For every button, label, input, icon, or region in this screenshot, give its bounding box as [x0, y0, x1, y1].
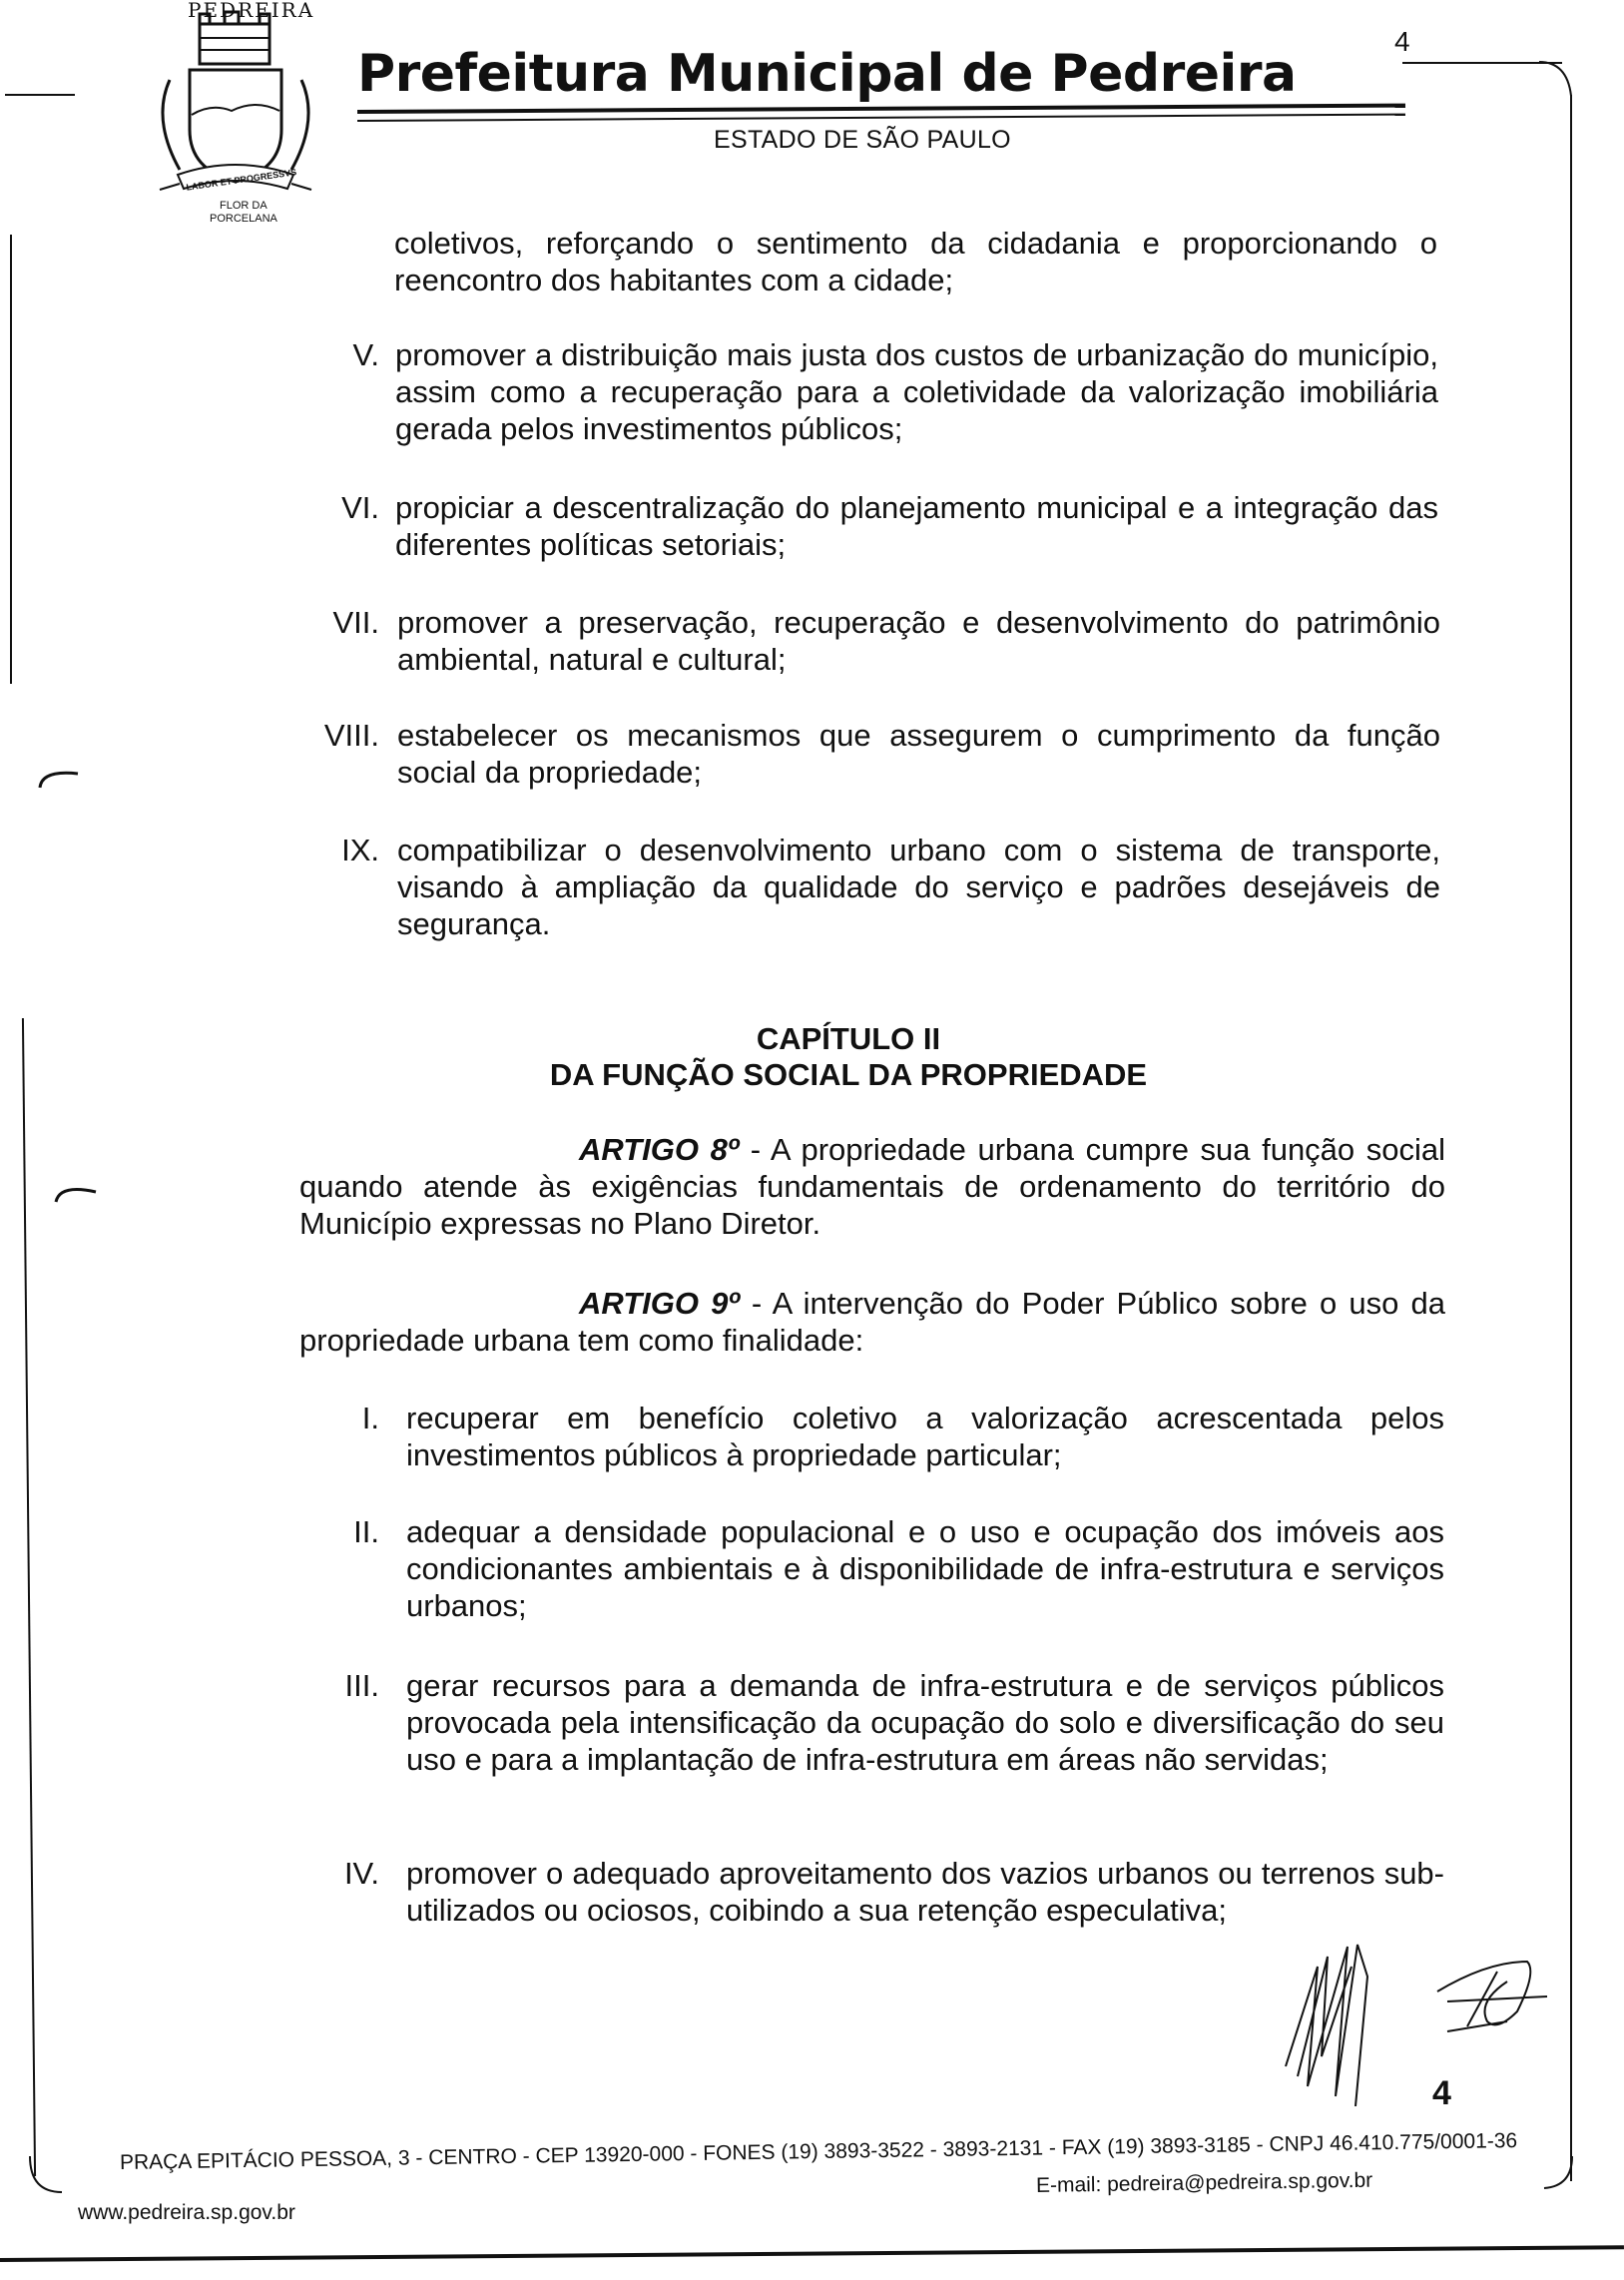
- list-item-number: II.: [353, 1514, 379, 1549]
- list-item-text: gerar recursos para a demanda de infra-estrutura e de serviços públicos provocada pela intensificação da ocupação do solo e diversificação do seu uso e para a implantação de infra-estrutura em áreas não servidas;: [406, 1668, 1444, 1777]
- header-rule-thin: [357, 114, 1405, 122]
- footer-address: PRAÇA EPITÁCIO PESSOA, 3 - CENTRO - CEP 13920-000 - FONES (19) 3893-3522 - 3893-2131 - FAX (19) 3893-3185 - CNPJ 46.410.775/0001-36: [119, 2129, 1518, 2174]
- municipal-crest-logo: [130, 0, 349, 230]
- frame-left-line: [10, 235, 12, 684]
- article-text: - A propriedade urbana cumpre sua função social quando atende às exigências fundamentais de ordenamento do território do Município expressas no Plano Diretor.: [299, 1132, 1445, 1241]
- article-label: ARTIGO 9º: [579, 1286, 740, 1321]
- list-item-text: recuperar em benefício coletivo a valorização acrescentada pelos investimentos públicos à propriedade particular;: [406, 1401, 1444, 1472]
- continuation-text: coletivos, reforçando o sentimento da cidadania e proporcionando o reencontro dos habitantes com a cidade;: [394, 226, 1437, 297]
- crest-motto: LABOR ET PROGRESSVS: [185, 167, 297, 193]
- list-item-text: promover a preservação, recuperação e desenvolvimento do patrimônio ambiental, natural e cultural;: [397, 605, 1440, 677]
- list-item-number: VIII.: [323, 718, 379, 753]
- list-item-text: promover a distribuição mais justa dos custos de urbanização do município, assim como a recuperação para a coletividade da valorização imobiliária gerada pelos investimentos públicos;: [395, 337, 1438, 446]
- bottom-rule: [0, 2245, 1624, 2262]
- header-page-marker: 4: [1394, 26, 1410, 57]
- page-number: 4: [1432, 2074, 1451, 2112]
- list-item-number: IV.: [343, 1856, 379, 1891]
- list-item-number: I.: [361, 1401, 379, 1435]
- article-8: [299, 1131, 1445, 1242]
- list-item-text: estabelecer os mecanismos que assegurem o cumprimento da função social da propriedade;: [397, 718, 1440, 790]
- frame-bottom-right-corner: [1542, 2156, 1582, 2201]
- punch-hole-mark-1: [36, 764, 86, 794]
- crest-bottom-text-1: FLOR DA: [220, 200, 268, 212]
- header-subtitle: ESTADO DE SÃO PAULO: [714, 126, 1011, 154]
- list-item-number: VII.: [332, 605, 379, 640]
- crest-bottom-text-2: PORCELANA: [210, 213, 277, 225]
- signature-1: [1278, 1937, 1387, 2106]
- chapter-title: CAPÍTULO II: [756, 1021, 941, 1056]
- article-9: [299, 1285, 1445, 1359]
- frame-left-line-lower: [22, 1018, 36, 2176]
- list-item-number: IX.: [341, 833, 379, 867]
- crest-top-text: PEDREIRA: [188, 0, 315, 22]
- list-item-text: compatibilizar o desenvolvimento urbano com o sistema de transporte, visando à ampliação da qualidade do serviço e padrões desejáveis de segurança.: [397, 833, 1440, 941]
- list-item-number: VI.: [341, 490, 379, 525]
- list-item-text: adequar a densidade populacional e o uso e ocupação dos imóveis aos condicionantes ambientais e à disponibilidade de infra-estrutura e serviços urbanos;: [406, 1514, 1444, 1623]
- article-label: ARTIGO 8º: [579, 1132, 740, 1167]
- list-item-text: propiciar a descentralização do planejamento municipal e a integração das diferentes políticas setoriais;: [395, 490, 1438, 562]
- header-rule: [357, 104, 1405, 114]
- frame-top-left-line: [5, 94, 75, 96]
- frame-bottom-left-corner: [28, 2156, 68, 2201]
- footer-website[interactable]: www.pedreira.sp.gov.br: [78, 2201, 295, 2224]
- list-item-text: promover o adequado aproveitamento dos vazios urbanos ou terrenos sub-utilizados ou ociosos, coibindo a sua retenção especulativa;: [406, 1856, 1444, 1928]
- crest-icon: [130, 0, 349, 230]
- list-item-number: III.: [344, 1668, 379, 1703]
- header-title: Prefeitura Municipal de Pedreira: [357, 44, 1297, 104]
- chapter-subtitle: DA FUNÇÃO SOCIAL DA PROPRIEDADE: [549, 1057, 1148, 1092]
- list-item-number: V.: [352, 337, 379, 372]
- article-text: - A intervenção do Poder Público sobre o uso da propriedade urbana tem como finalidade:: [299, 1286, 1445, 1358]
- punch-hole-mark-2: [52, 1178, 102, 1208]
- frame-right-line: [1570, 95, 1572, 2181]
- footer-email[interactable]: E-mail: pedreira@pedreira.sp.gov.br: [1035, 2168, 1373, 2197]
- signature-2: [1427, 1952, 1557, 2041]
